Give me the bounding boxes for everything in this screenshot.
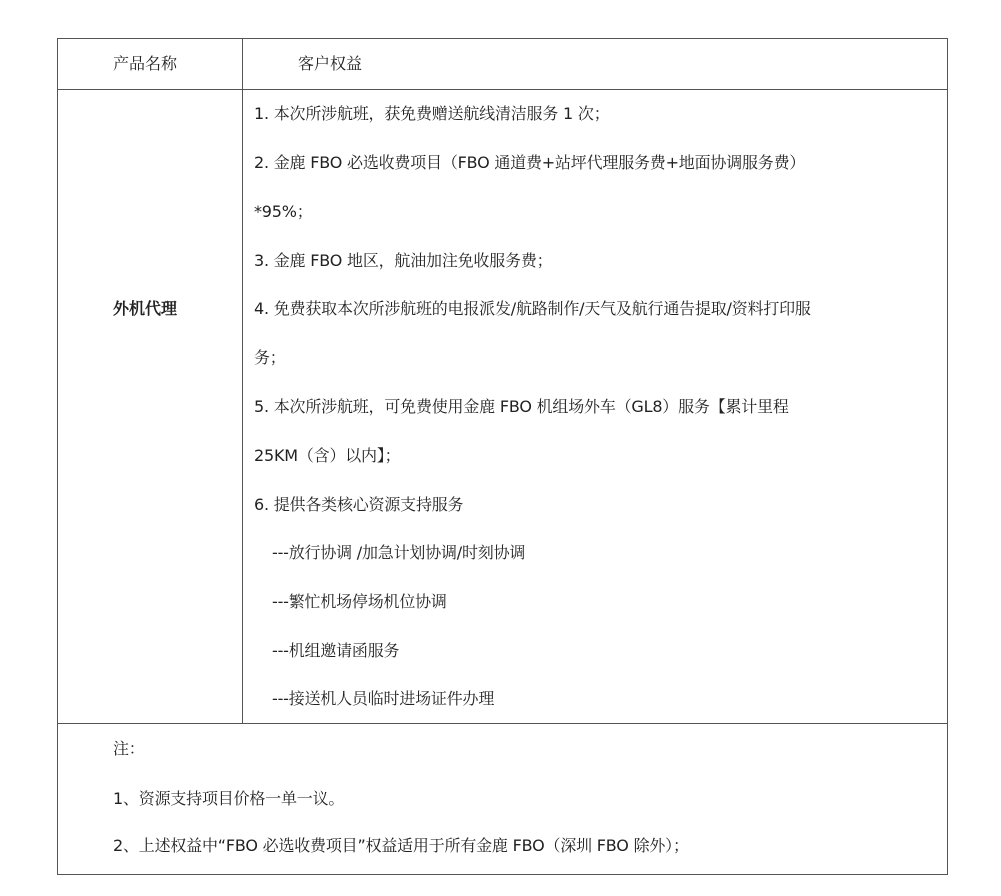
benefit-line: 1. 本次所涉航班，获免费赠送航线清洁服务 1 次；: [254, 104, 610, 123]
benefit-line: 6. 提供各类核心资源支持服务: [254, 495, 464, 514]
benefit-line: 务；: [254, 348, 286, 367]
note-item: 1、资源支持项目价格一单一议。: [113, 789, 345, 808]
benefit-line: 3. 金鹿 FBO 地区，航油加注免收服务费；: [254, 251, 553, 270]
notes-divider: [58, 723, 947, 724]
benefit-sub-line: ---繁忙机场停场机位协调: [272, 592, 447, 611]
notes-label: 注：: [113, 739, 145, 758]
benefit-line: 2. 金鹿 FBO 必选收费项目（FBO 通道费+站坪代理服务费+地面协调服务费）: [254, 153, 806, 172]
product-name-cell: 外机代理: [113, 299, 178, 318]
benefit-sub-line: ---机组邀请函服务: [272, 641, 400, 660]
benefit-sub-line: ---放行协调 /加急计划协调/时刻协调: [272, 543, 526, 562]
header-customer-benefits: 客户权益: [298, 54, 363, 73]
header-divider: [58, 89, 947, 90]
header-product-name: 产品名称: [113, 54, 178, 73]
benefit-line: *95%；: [254, 202, 313, 221]
benefit-sub-line: ---接送机人员临时进场证件办理: [272, 689, 495, 708]
benefit-line: 25KM（含）以内】；: [254, 446, 401, 465]
benefits-table: [57, 38, 948, 875]
benefit-line: 4. 免费获取本次所涉航班的电报派发/航路制作/天气及航行通告提取/资料打印服: [254, 299, 811, 318]
note-item: 2、上述权益中“FBO 必选收费项目”权益适用于所有金鹿 FBO（深圳 FBO 除外）；: [113, 836, 689, 855]
benefit-line: 5. 本次所涉航班，可免费使用金鹿 FBO 机组场外车（GL8）服务【累计里程: [254, 397, 789, 416]
column-divider: [242, 39, 243, 723]
